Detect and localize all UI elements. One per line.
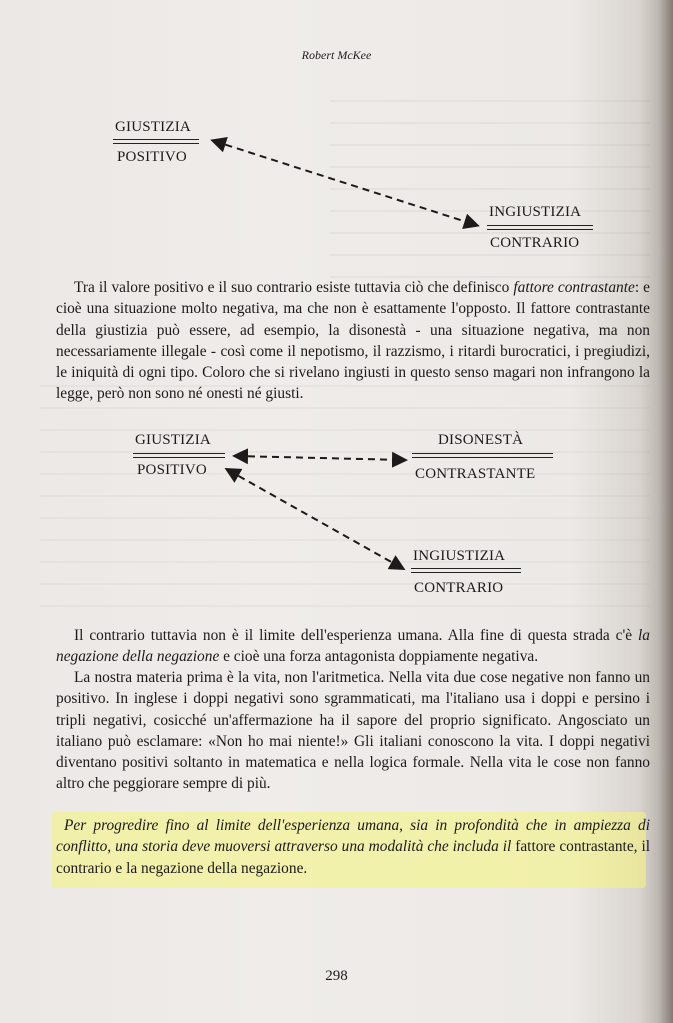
- principle-upright: fattore contrastante, il contrario e la negazione della negazione.: [56, 838, 651, 877]
- label-contrario: CONTRARIO: [490, 235, 580, 251]
- paragraph-fattore-contrastante: [56, 277, 650, 405]
- label-positivo: POSITIVO: [117, 149, 187, 165]
- label-contrario: CONTRARIO: [414, 580, 504, 596]
- arrow-giustizia-ingiustizia: [214, 141, 476, 225]
- paragraph-materia-prima: La nostra materia prima è la vita, non l'aritmetica. Nella vita due cose negative non fanno un positivo. In inglese i doppi negativi sono sgrammaticati, ma l'italiano usa i doppi e persino i tripli negativi, cosicché un'affermazione ha il sapore del proprio significato. Angosciato un italiano può esclamare: «Non ho mai niente!» Gli italiani conoscono la vita. I doppi negativi diventano positivi soltanto in matematica e nella logica formale. Nella vita le cose non fanno altro che peggiorare sempre di più.: [56, 669, 650, 793]
- para2-text-a: Il contrario tuttavia non è il limite dell'esperienza umana. Alla fine di questa strada c'è: [74, 627, 639, 644]
- principle-statement: [56, 815, 650, 879]
- label-ingiustizia: INGIUSTIZIA: [489, 204, 582, 220]
- term-negazione: la negazione della negazione: [56, 627, 650, 666]
- paragraph-negazione: [56, 625, 650, 668]
- arrow-giustizia-ingiustizia: [228, 470, 402, 568]
- page-edge-shadow: [659, 0, 673, 1023]
- para2-text-b: e cioè una forza antagonista doppiamente negativa.: [219, 648, 539, 666]
- principle-italic: Per progredire fino al limite dell'esperienza umana, sia in profondità che in ampiezza di conflitto, una storia deve muoversi attraverso una modalità che includa il: [56, 817, 650, 856]
- label-positivo: POSITIVO: [137, 462, 207, 478]
- running-head: Robert McKee: [301, 48, 372, 62]
- label-contrastante: CONTRASTANTE: [415, 466, 536, 482]
- label-giustizia: GIUSTIZIA: [135, 432, 211, 448]
- term-fattore-contrastante: fattore contrastante: [513, 279, 635, 296]
- label-disonesta: DISONESTÀ: [438, 432, 524, 448]
- label-giustizia: GIUSTIZIA: [115, 119, 191, 135]
- arrow-giustizia-disonesta: [236, 456, 404, 460]
- para1-text-a: Tra il valore positivo e il suo contrario esiste tuttavia ciò che definisco: [74, 279, 514, 296]
- label-ingiustizia: INGIUSTIZIA: [413, 548, 506, 564]
- para1-text-b: : e cioè una situazione molto negativa, ma che non è esattamente l'opposto. Il fattore contrastante della giustizia può essere, ad esempio, la disonestà - una situazione negativa, ma non necessariamente illegale - così come il nepotismo, il razzismo, i ritardi burocratici, i pregiudizi, le iniquità di ogni tipo. Coloro che si rivelano ingiusti in questo senso magari non infrangono la legge, però non sono né onesti né giusti.: [56, 279, 650, 403]
- page-number: 298: [325, 968, 348, 984]
